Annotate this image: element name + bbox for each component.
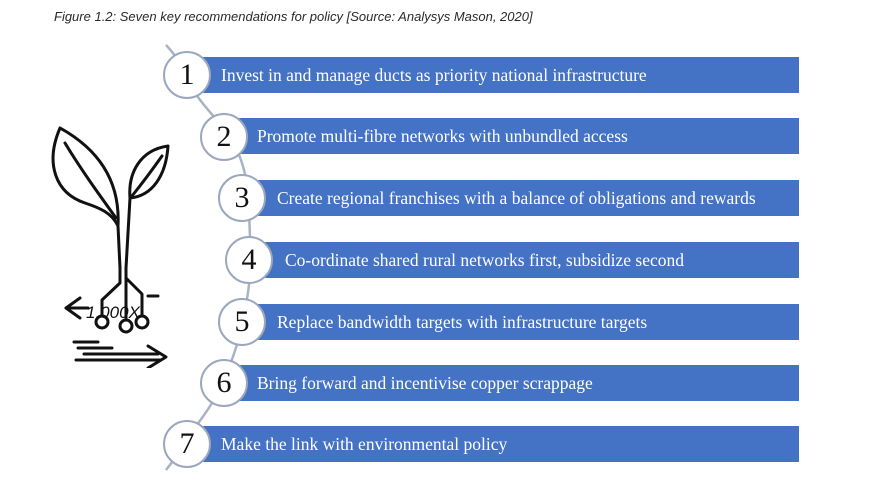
- number-circle-6: 6: [200, 359, 248, 407]
- plant-growth-icon: [40, 118, 190, 368]
- recommendation-bar-2: [237, 118, 799, 154]
- recommendation-text-3: Create regional franchises with a balance of obligations and rewards: [277, 187, 756, 208]
- number-circle-4: 4: [225, 236, 273, 284]
- recommendation-text-6: Bring forward and incentivise copper scrappage: [257, 372, 593, 393]
- recommendation-text-1: Invest in and manage ducts as priority national infrastructure: [221, 64, 647, 85]
- figure-caption: Figure 1.2: Seven key recommendations for policy [Source: Analysys Mason, 2020]: [54, 9, 533, 24]
- recommendation-text-2: Promote multi-fibre networks with unbundled access: [257, 125, 628, 146]
- recommendation-bar-6: [237, 365, 799, 401]
- recommendation-text-4: Co-ordinate shared rural networks first, subsidize second: [285, 249, 684, 270]
- recommendation-bar-7: [200, 426, 799, 462]
- multiplier-label: 1,000X: [86, 303, 140, 322]
- recommendation-bar-4: [262, 242, 799, 278]
- number-circle-1: 1: [163, 51, 211, 99]
- recommendation-bar-1: [200, 57, 799, 93]
- recommendation-text-7: Make the link with environmental policy: [221, 433, 508, 454]
- recommendation-bar-5: [255, 304, 799, 340]
- number-circle-7: 7: [163, 420, 211, 468]
- number-circle-5: 5: [218, 298, 266, 346]
- recommendation-bar-3: [255, 180, 799, 216]
- number-circle-2: 2: [200, 113, 248, 161]
- number-circle-3: 3: [218, 174, 266, 222]
- recommendation-text-5: Replace bandwidth targets with infrastructure targets: [277, 311, 648, 332]
